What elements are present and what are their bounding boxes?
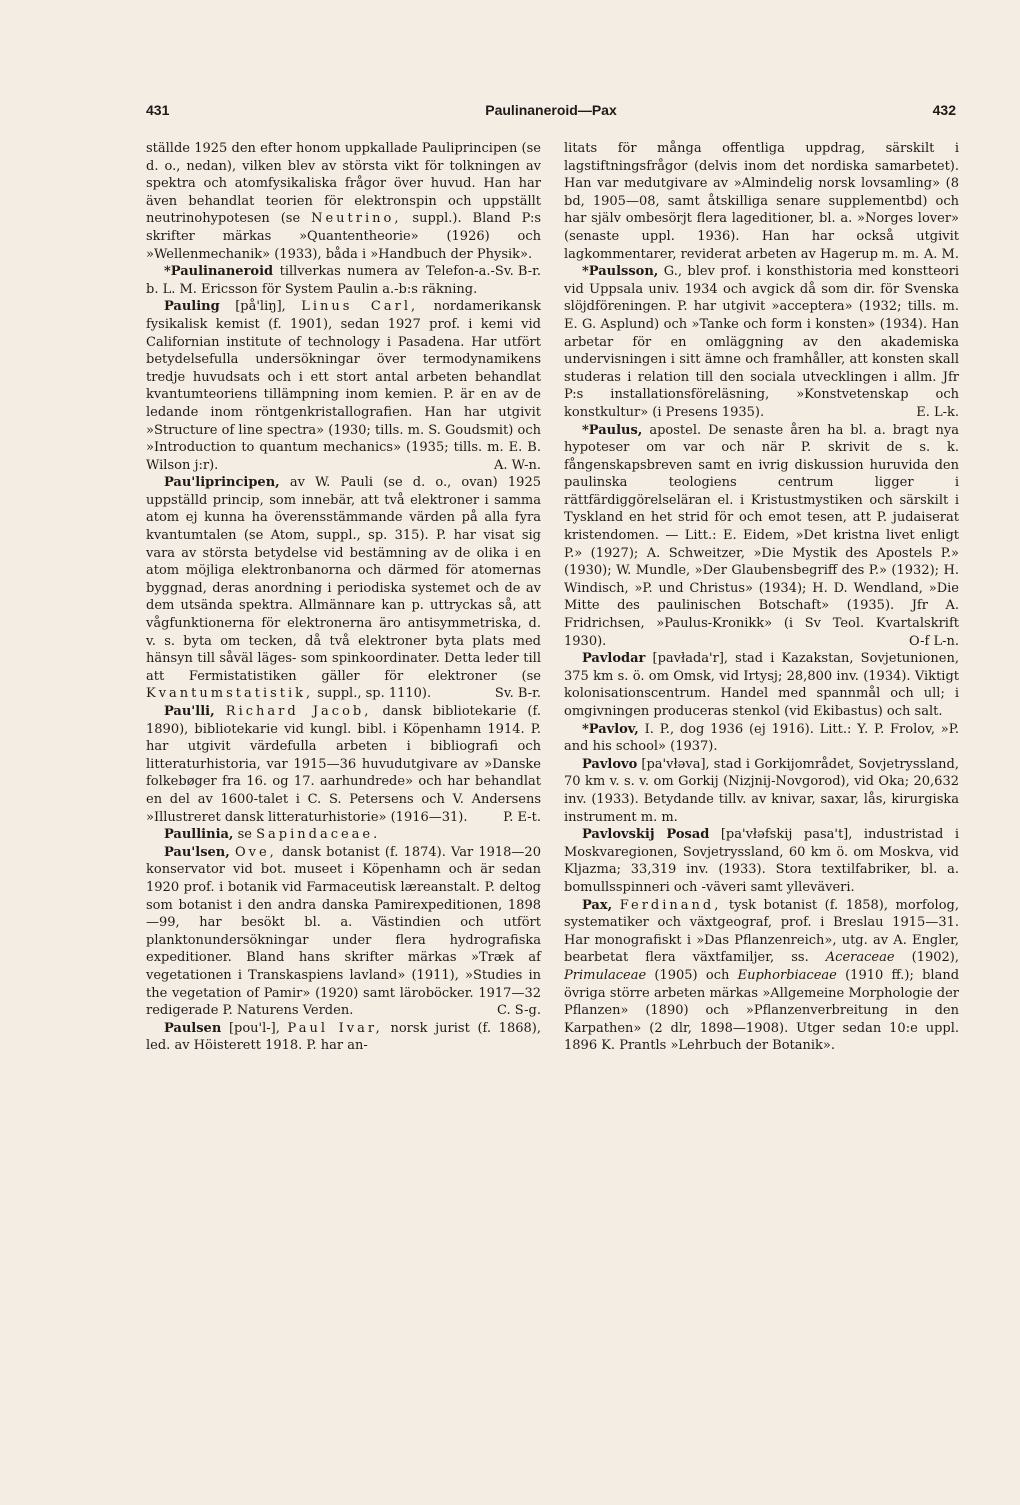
- entry-head: Pavlodar: [582, 651, 646, 667]
- entry-pauling: [146, 298, 541, 474]
- text-run: av W. Pauli (se d. o., ovan) 1925 uppställd princip, som innebär, att två elektroner i samma atom ej kunna ha överensstämmande värden på alla fyra kvantumtalen (se Atom, suppl., sp. 315). P. har visat sig vara av största betydelse vid bestämning av de olika i en atom möjliga elektronbanorna och därmed för atomernas byggnad, deras anordning i periodiska systemet och de av dem utsända spektra. Allmännare kan p. uttryckas så, att vågfunktionerna för elektronerna äro antisymmetriska, d. v. s. byta om tecken, då två elektroner byta plats med hänsyn till såväl läges- som spinkoordinater. Detta leder till att Fermistatistiken gäller för elektroner (se: [146, 475, 541, 684]
- entry-paulsson: [564, 263, 959, 421]
- author-signature: P. E-t.: [503, 809, 541, 825]
- entry-head: *Pavlov,: [582, 721, 639, 737]
- text-run: ställde 1925 den efter honom uppkallade Pauliprincipen (se d. o., nedan), vilken blev av största vikt för tolkningen av spektra och atomfysikaliska frågor över huvud. Han har även behandlat teorien för elektronspin och uppställt neutrinohypotesen (se: [146, 141, 541, 227]
- author-signature: A. W-n.: [494, 457, 541, 473]
- entry-head: Pauling: [164, 299, 220, 315]
- entry-head: Pau'lli,: [164, 704, 215, 719]
- text-run: Ferdinand,: [619, 897, 722, 913]
- left-column: [146, 140, 541, 1055]
- entry-pavlovskij-posad: [564, 826, 959, 896]
- text-run: Paul Ivar,: [287, 1020, 383, 1036]
- text-run: Neutrino,: [311, 211, 402, 227]
- author-signature: E. L-k.: [916, 404, 959, 420]
- text-run: I. P., dog 1936 (ej 1916). Litt.: Y. P. Frolov, »P. and his school» (1937).: [564, 721, 959, 755]
- text-run: (1905) och: [654, 967, 730, 983]
- author-signature: A. M.: [923, 246, 959, 262]
- text-run: [på'liŋ],: [235, 299, 286, 315]
- text-run: Linus Carl,: [301, 299, 419, 315]
- text-run: Richard Jacob,: [225, 704, 372, 719]
- author-signature: C. S-g.: [497, 1003, 541, 1019]
- entry-paulinaneroid: [146, 263, 541, 298]
- text-run: dansk bibliotekarie (f. 1890), bibliotekarie vid kungl. bibl. i Köpenhamn 1914. P. har utgivit värdefulla arbeten i bibliografi och litteraturhistoria, var 1915—36 huvudutgivare av »Danske folkebøger fra 16. og 17. aarhundrede» och har behandlat en del av 1600-talet i C. S. Petersens och V. Andersens »Illustreret dansk litteraturhistorie» (1916—31).: [146, 704, 541, 825]
- entry-head: *Paulus,: [582, 422, 643, 438]
- text-run: norsk jurist (f. 1868), led. av Höisterett 1918. P. har an-: [146, 1020, 541, 1054]
- entry-head: *Paulinaneroid: [164, 264, 274, 280]
- entry-pavlodar: [564, 650, 959, 720]
- text-run: [pavłada'r], stad i Kazakstan, Sovjetunionen, 375 km s. ö. om Omsk, vid Irtysj; 28,800 inv. (1934). Viktigt kolonisationscentrum. Handel med spannmål och ull; i omgivningen produceras stenkol (vid Ekibastus) och salt.: [564, 651, 960, 719]
- text-run: suppl.). Bland P:s skrifter märkas »Quantentheorie» (1926) och »Wellenmechanik» (1933), båda i »Handbuch der Physik».: [146, 211, 541, 262]
- entry-head: Pavlovskij Posad: [582, 827, 710, 843]
- text-run: (1910 ff.); bland övriga större arbeten märkas »Allgemeine Morphologie der Pflanzen» (1890) och »Pflanzenverbreitung in den Karpathen» (2 dlr, 1898—1908). Utger sedan 10:e uppl. 1896 K. Prantls »Lehrbuch der Botanik».: [564, 967, 960, 1054]
- author-signature: Sv. B-r.: [494, 686, 541, 702]
- text-run: nordamerikansk fysikalisk kemist (f. 1901), sedan 1927 prof. i kemi vid Californian institute of technology i Pasadena. Har utfört betydelsefulla undersökningar över termodynamikens tredje huvudsats och i ett stort antal arbeten behandlat kvantumteoriens tillämpning inom kemien. P. är en av de ledande inom röntgenkristallografien. Han har utgivit »Structure of line spectra» (1930; tills. m. S. Goudsmit) och »Introduction to quantum mechanics» (1935; tills. m. E. B. Wilson j:r).: [146, 299, 542, 473]
- right-column: [564, 140, 959, 1055]
- entry-paulli: [146, 703, 541, 826]
- page-number-right: 432: [932, 102, 956, 118]
- page-number-left: 431: [146, 102, 170, 118]
- text-run: G., blev prof. i konsthistoria med konstteori vid Uppsala univ. 1934 och avgick då som dir. för Svenska slöjdföreningen. P. har utgivit »acceptera» (1932; tills. m. E. G. Asplund) och »Tanke och form i konsten» (1934). Han arbetar för en omläggning av den akademiska undervisningen i sitt ämne och framhåller, att konsten skall studeras i relation till den sociala utvecklingen i allm. Jfr P:s installationsföreläsning, »Konstvetenskap och konstkultur» (i Presens 1935).: [564, 264, 960, 420]
- text-run: Ove,: [234, 844, 277, 860]
- entry-head: Pavlovo: [582, 756, 638, 772]
- text-run: dansk botanist (f. 1874). Var 1918—20 konservator vid bot. museet i Köpenhamn och är sedan 1920 prof. i botanik vid Farmaceutisk læreanstalt. P. deltog som botanist i den andra danska Pamirexpeditionen, 1898—99, har besökt bl. a. Västindien och utfört planktonundersökningar under flera hydrografiska expeditioner. Bland hans skrifter märkas »Træk af vegetationen i Transkaspiens lavland» (1911), »Studies in the vegetation of Pamir» (1920) samt läroböcker. 1917—32 redigerade P. Naturens Verden.: [146, 844, 541, 1019]
- text-run: Euphorbiaceae: [737, 967, 837, 983]
- continued-paragraph: [564, 140, 959, 263]
- entry-head: *Paulsson,: [582, 264, 659, 280]
- text-run: (1902),: [911, 950, 959, 966]
- text-run: suppl., sp. 1110).: [317, 686, 432, 702]
- text-run: se: [237, 827, 252, 843]
- text-run: [pa'vłəfskij pasa't], industristad i Moskvaregionen, Sovjetryssland, 60 km ö. om Moskva, vid Kljazma; 33,319 inv. (1933). Stora textilfabriker, bl. a. bomullsspinneri och -väveri samt ylleväveri.: [564, 827, 959, 895]
- entry-paulsen-ove: [146, 844, 541, 1020]
- text-run: tysk botanist (f. 1858), morfolog, systematiker och växtgeograf, prof. i Breslau 1915—31. Har monografiskt i »Das Pflanzenreich», utg. av A. Engler, bearbetat flera växtfamiljer, ss.: [564, 897, 959, 966]
- entry-pax: [564, 897, 959, 1055]
- entry-paulus: [564, 422, 959, 651]
- author-signature: O-f L-n.: [908, 633, 959, 649]
- entry-head: Paulsen: [164, 1020, 222, 1036]
- entry-pauliprincipen: [146, 474, 541, 703]
- entry-head: Pau'liprincipen,: [164, 475, 280, 491]
- text-run: tillverkas numera av Telefon-a.-b. L. M. Ericsson för System Paulin a.-b:s räkning.: [146, 264, 495, 297]
- entry-pavlovo: [564, 756, 959, 826]
- entry-paulsen-paul: [146, 1020, 541, 1055]
- text-run: Kvantumstatistik,: [146, 686, 314, 702]
- author-signature: Sv. B-r.: [494, 264, 541, 280]
- entry-head: Pax,: [582, 897, 613, 913]
- entry-head: Paullinia,: [164, 827, 234, 843]
- text-run: Primulaceae: [564, 967, 647, 983]
- text-run: Sapindaceae.: [256, 827, 381, 843]
- text-run: apostel. De senaste åren ha bl. a. bragt nya hypoteser om var och när P. skrivit de s. k. fångenskapsbreven samt en ivrig diskussion huruvida den paulinska teologiens centrum ligger i rättfärdiggörelseläran el. i Kristustmystiken och särskilt i Tyskland en het strid för och emot tesen, att P. judaiserat kristendomen. — Litt.: E. Eidem, »Det kristna livet enligt P.» (1927); A. Schweitzer, »Die Mystik des Apostels P.» (1930); W. Mundle, »Der Glaubensbegriff des P.» (1932); H. Windisch, »P. und Christus» (1934); H. D. Wendland, »Die Mitte des paulinischen Botschaft» (1935). Jfr A. Fridrichsen, »Paulus-Kronikk» (i Sv Teol. Kvartalskrift 1930).: [564, 422, 960, 649]
- text-run: [pou'l-],: [228, 1020, 280, 1036]
- entry-paullinia: [146, 826, 541, 844]
- text-run: litats för många offentliga uppdrag, särskilt i lagstiftningsfrågor (delvis inom det nordiska samarbetet). Han var medutgivare av »Almindelig norsk lovsamling» (8 bd, 1905—08, samt åtskilliga senare supplementbd) och har själv ombesörjt flera lageditioner, bl. a. »Norges lover» (senaste uppl. 1936). Han har också utgivit lagkommentarer, reviderat arbeten av Hagerup m. m.: [564, 141, 959, 262]
- text-run: Aceraceae: [825, 950, 895, 966]
- running-title: Paulinaneroid—Pax: [485, 102, 617, 118]
- entry-pavlov: [564, 721, 959, 756]
- entry-head: Pau'lsen,: [164, 844, 230, 860]
- text-run: [pa'vłəva], stad i Gorkijområdet, Sovjetryssland, 70 km v. s. v. om Gorkij (Nizjnij-Novgorod), vid Oka; 20,632 inv. (1933). Betydande tillv. av knivar, saxar, lås, kirurgiska instrument m. m.: [564, 756, 959, 825]
